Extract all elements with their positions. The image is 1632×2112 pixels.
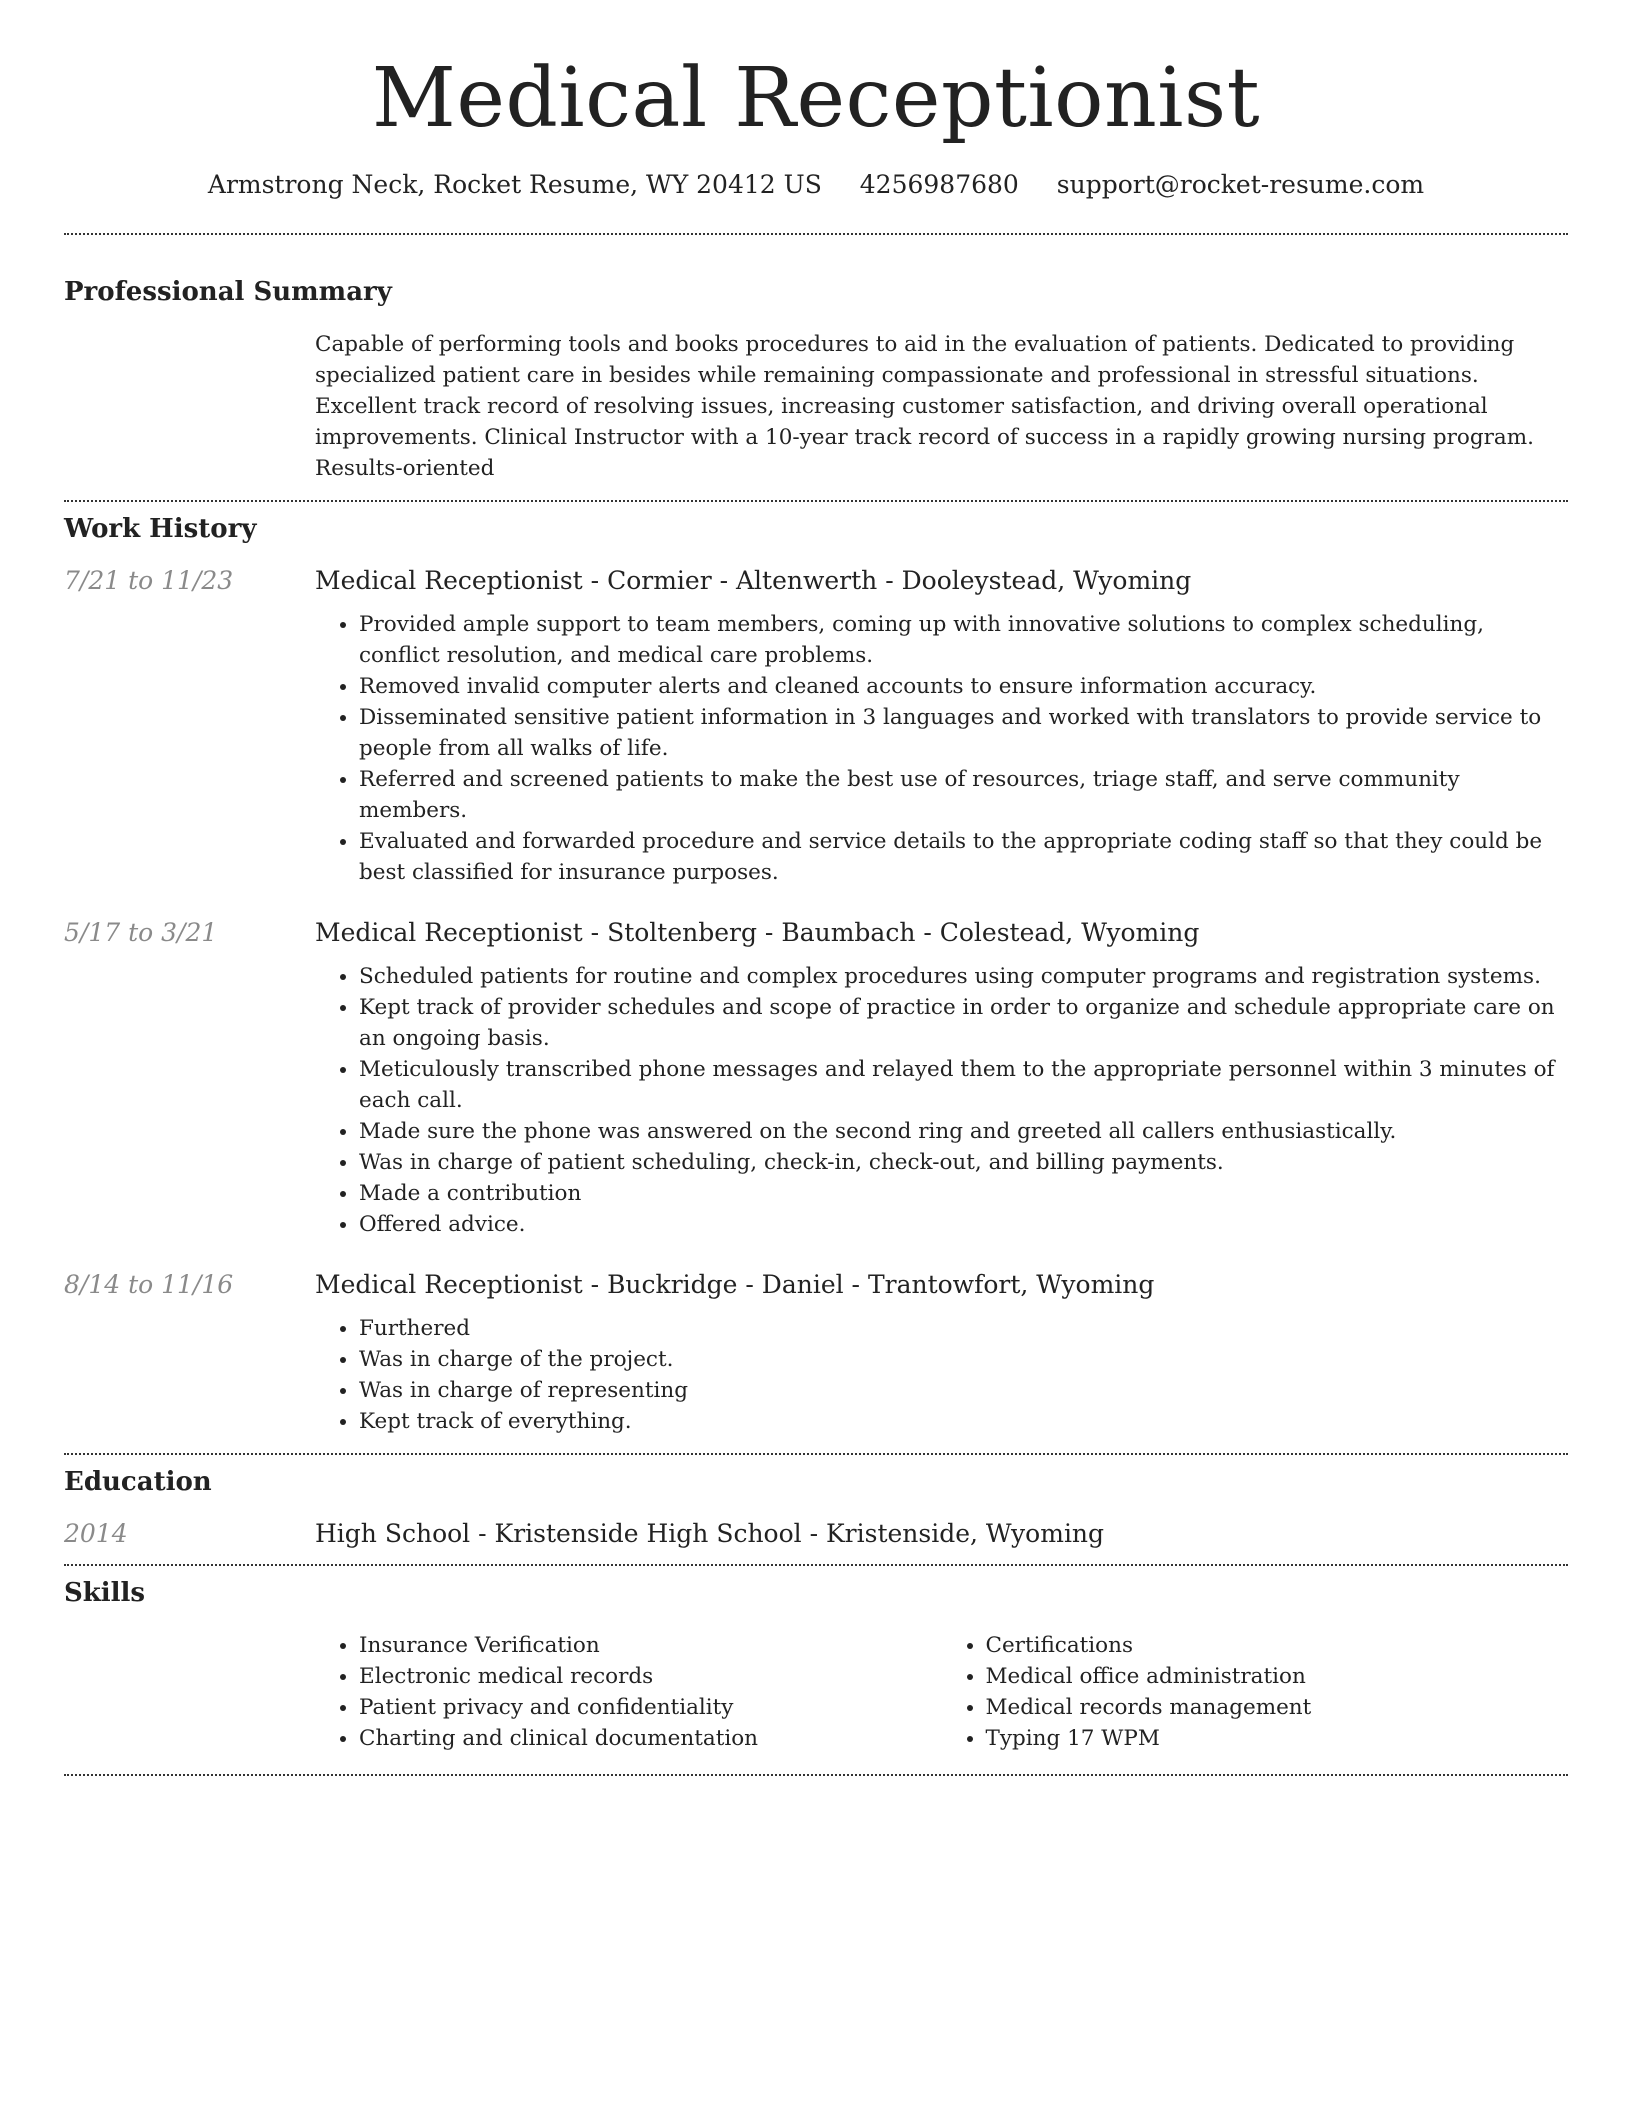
contact-address: Armstrong Neck, Rocket Resume, WY 20412 US bbox=[207, 170, 822, 199]
job-dates: 8/14 to 11/16 bbox=[64, 1270, 234, 1299]
job-title: Medical Receptionist - Cormier - Altenwerth - Dooleystead, Wyoming bbox=[315, 566, 1192, 595]
job-bullets bbox=[315, 1313, 1568, 1437]
job-bullet: • Kept track of everything. bbox=[359, 1406, 1568, 1437]
summary-text: Capable of performing tools and books procedures to aid in the evaluation of patients. Dedicated to providing specialized patient care in besides while remaining compassionate and professional in stressful situations. Excellent track record of resolving issues, increasing customer satisfaction, and driving overall operational improvements. Clinical Instructor with a 10-year track record of success in a rapidly growing nursing program. Results-oriented bbox=[315, 332, 1534, 481]
contact-email[interactable]: support@rocket-resume.com bbox=[1056, 170, 1425, 199]
summary-title: Professional Summary bbox=[64, 277, 392, 307]
skill-item: • Typing 17 WPM bbox=[986, 1723, 1569, 1754]
education-entry: High School - Kristenside High School - Kristenside, Wyoming bbox=[315, 1519, 1105, 1548]
work-history-section bbox=[64, 514, 1568, 1437]
summary-section bbox=[64, 277, 1568, 484]
job-bullet: • Offered advice. bbox=[359, 1209, 1568, 1240]
contact-line bbox=[64, 170, 1568, 199]
candidate-name: Medical Receptionist bbox=[371, 51, 1261, 146]
skills-list-right bbox=[942, 1630, 1569, 1754]
job-title: Medical Receptionist - Buckridge - Daniel - Trantowfort, Wyoming bbox=[315, 1270, 1155, 1299]
education-section bbox=[64, 1467, 1568, 1548]
job-bullet: • Kept track of provider schedules and scope of practice in order to organize and schedule appropriate care on an ongoing basis. bbox=[359, 992, 1568, 1054]
skill-item: • Certifications bbox=[986, 1630, 1569, 1661]
contact-phone: 4256987680 bbox=[859, 170, 1019, 199]
skill-item: • Patient privacy and confidentiality bbox=[359, 1692, 942, 1723]
job-entry bbox=[64, 918, 1568, 1240]
skills-list-left bbox=[315, 1630, 942, 1754]
divider-education bbox=[64, 1564, 1568, 1566]
job-bullet: • Was in charge of representing bbox=[359, 1375, 1568, 1406]
education-year: 2014 bbox=[64, 1519, 128, 1548]
job-bullet: • Made sure the phone was answered on the second ring and greeted all callers enthusiastically. bbox=[359, 1116, 1568, 1147]
skills-title: Skills bbox=[64, 1578, 146, 1608]
job-bullet: • Disseminated sensitive patient information in 3 languages and worked with translators to provide service to people from all walks of life. bbox=[359, 702, 1568, 764]
job-bullet: • Scheduled patients for routine and complex procedures using computer programs and registration systems. bbox=[359, 961, 1568, 992]
skill-item: • Charting and clinical documentation bbox=[359, 1723, 942, 1754]
skill-item: • Medical office administration bbox=[986, 1661, 1569, 1692]
job-bullet: • Provided ample support to team members, coming up with innovative solutions to complex scheduling, conflict resolution, and medical care problems. bbox=[359, 609, 1568, 671]
job-entry bbox=[64, 566, 1568, 888]
skill-item: • Medical records management bbox=[986, 1692, 1569, 1723]
job-dates: 7/21 to 11/23 bbox=[64, 566, 234, 595]
job-bullet: • Meticulously transcribed phone messages and relayed them to the appropriate personnel within 3 minutes of each call. bbox=[359, 1054, 1568, 1116]
job-bullet: • Referred and screened patients to make the best use of resources, triage staff, and serve community members. bbox=[359, 764, 1568, 826]
job-entry bbox=[64, 1270, 1568, 1437]
job-bullets bbox=[315, 961, 1568, 1240]
skill-item: • Insurance Verification bbox=[359, 1630, 942, 1661]
education-title: Education bbox=[64, 1467, 212, 1497]
divider-skills bbox=[64, 1774, 1568, 1776]
job-title: Medical Receptionist - Stoltenberg - Baumbach - Colestead, Wyoming bbox=[315, 918, 1200, 947]
skills-section bbox=[64, 1578, 1568, 1754]
job-dates: 5/17 to 3/21 bbox=[64, 918, 218, 947]
work-history-title: Work History bbox=[64, 514, 257, 544]
job-bullet: • Removed invalid computer alerts and cleaned accounts to ensure information accuracy. bbox=[359, 671, 1568, 702]
job-bullet: • Was in charge of the project. bbox=[359, 1344, 1568, 1375]
job-bullet: • Was in charge of patient scheduling, check-in, check-out, and billing payments. bbox=[359, 1147, 1568, 1178]
job-bullet: • Furthered bbox=[359, 1313, 1568, 1344]
divider-work bbox=[64, 1453, 1568, 1455]
job-bullet: • Evaluated and forwarded procedure and service details to the appropriate coding staff so that they could be best classified for insurance purposes. bbox=[359, 826, 1568, 888]
skill-item: • Electronic medical records bbox=[359, 1661, 942, 1692]
divider-header bbox=[64, 233, 1568, 235]
job-bullets bbox=[315, 609, 1568, 888]
divider-summary bbox=[64, 500, 1568, 502]
job-bullet: • Made a contribution bbox=[359, 1178, 1568, 1209]
